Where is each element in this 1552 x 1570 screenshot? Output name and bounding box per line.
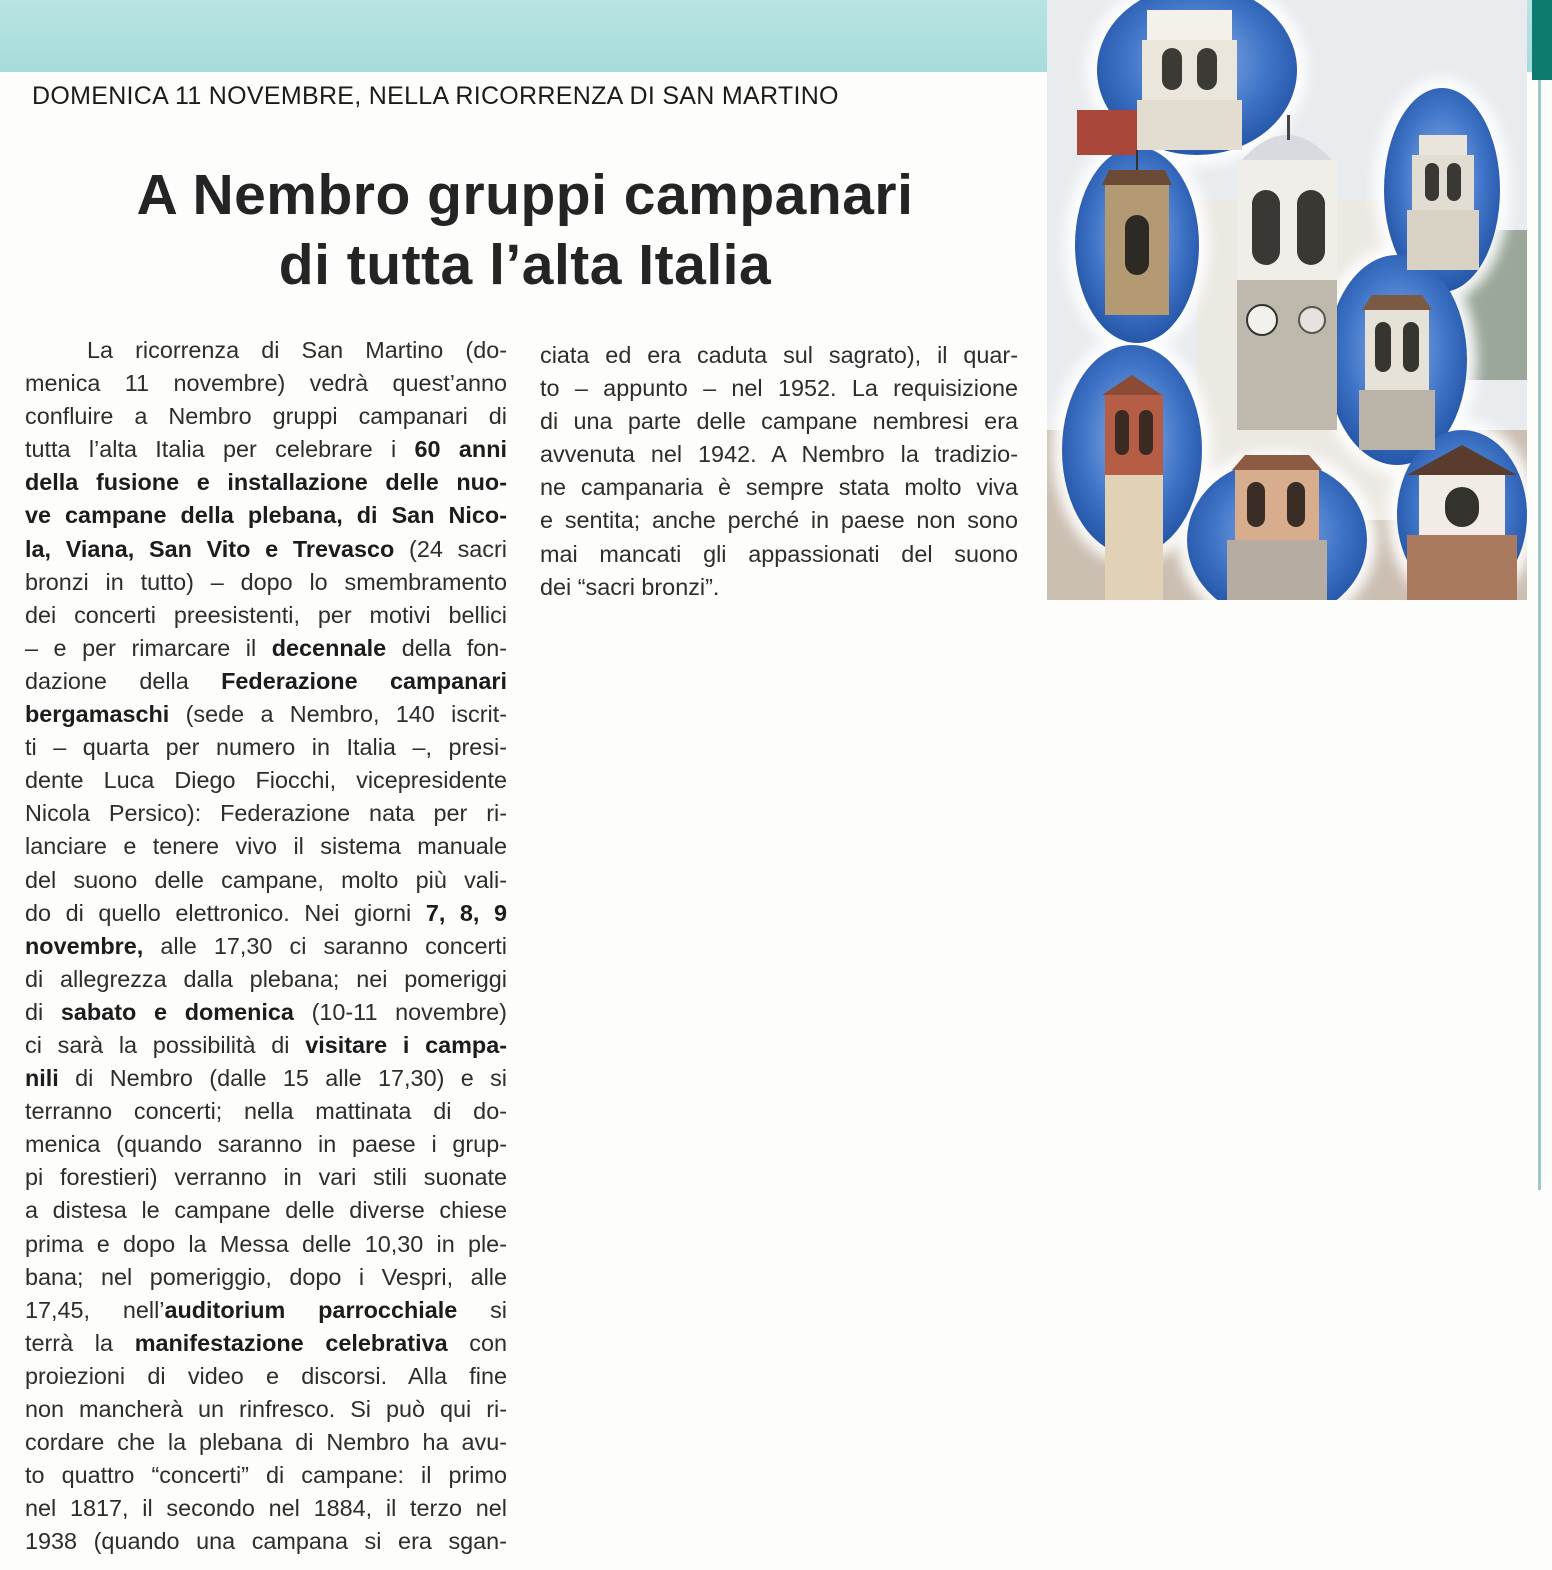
bold-text: auditorium parrocchiale — [164, 1296, 458, 1323]
text-run: nel 1817, il secondo nel 1884, il terzo nel — [25, 1495, 507, 1522]
text-line — [25, 1095, 507, 1128]
text-line — [25, 499, 507, 532]
text-line — [25, 632, 507, 665]
text-run: 17,45, nell’ — [25, 1296, 165, 1323]
text-line — [25, 1459, 507, 1492]
bold-text: sabato e domenica — [60, 998, 294, 1025]
page-edge-strip — [1532, 0, 1552, 1190]
text-run: del suono delle campane, molto più vali- — [25, 866, 507, 893]
text-run: ve campane della plebana, di San Nico- — [25, 502, 507, 529]
bold-text: novembre, — [25, 932, 144, 959]
text-run: non mancherà un rinfresco. Si può qui ri- — [25, 1396, 507, 1422]
text-run: bronzi in tutto) – dopo lo smembramento — [25, 568, 507, 595]
text-run: terranno concerti; nella mattinata di do- — [25, 1098, 507, 1125]
text-run: La ricorrenza di San Martino (do- — [87, 337, 507, 363]
text-line — [25, 1426, 507, 1459]
text-line — [25, 1062, 507, 1095]
text-run: (24 sacri — [394, 535, 507, 562]
bell-towers-collage-icon — [1047, 0, 1527, 600]
text-run: confluire a Nembro gruppi campanari di — [25, 403, 507, 430]
text-line — [25, 1194, 507, 1227]
text-run: terrà la — [25, 1329, 135, 1356]
headline — [60, 160, 990, 300]
text-run: tutta l’alta Italia per celebrare i — [25, 436, 415, 463]
text-run: do di quello elettronico. Nei giorni — [25, 899, 426, 926]
headline-line-2: di tutta l’alta Italia — [278, 233, 772, 297]
text-run: pi forestieri) verranno in vari stili suonate — [25, 1164, 507, 1191]
text-line — [25, 797, 507, 830]
kicker: DOMENICA 11 NOVEMBRE, NELLA RICORRENZA DI SAN MARTINO — [32, 82, 839, 110]
text-run: menica 11 novembre) vedrà quest’anno — [25, 370, 507, 397]
text-line: e sentita; anche perché in paese non sono — [540, 507, 1018, 534]
text-run: dente Luca Diego Fiocchi, vicepresidente — [25, 767, 507, 794]
text-line: di una parte delle campane nembresi era — [540, 408, 1018, 435]
text-run: dei concerti preesistenti, per motivi bellici — [25, 601, 507, 628]
text-run: cordare che la plebana di Nembro ha avu- — [25, 1429, 507, 1456]
text-run: – e per rimarcare il — [25, 634, 272, 661]
text-run: di allegrezza dalla plebana; nei pomeriggi — [25, 965, 507, 992]
text-line — [25, 897, 507, 930]
text-line: ciata ed era caduta sul sagrato), il quar- — [540, 342, 1018, 368]
text-line — [25, 533, 507, 566]
text-run: a distesa le campane delle diverse chiese — [25, 1197, 507, 1224]
text-line — [25, 731, 507, 764]
text-line — [25, 400, 507, 433]
text-run: della fusione e installazione delle nuo- — [25, 469, 507, 496]
text-line — [25, 996, 507, 1029]
text-line — [25, 566, 507, 599]
text-run: ti – quarta per numero in Italia –, presi- — [25, 734, 507, 761]
text-line — [25, 830, 507, 863]
text-line — [25, 698, 507, 731]
text-run: Nicola Persico): Federazione nata per ri- — [25, 800, 507, 827]
text-line — [25, 1128, 507, 1161]
text-run: alle 17,30 ci saranno concerti — [143, 932, 507, 959]
text-line: ne campanaria è sempre stata molto viva — [540, 474, 1018, 501]
text-run: si — [457, 1296, 507, 1323]
text-line: avvenuta nel 1942. A Nembro la tradizio- — [540, 441, 1018, 468]
text-line — [25, 367, 507, 400]
text-line — [25, 1294, 507, 1327]
text-run: lanciare e tenere vivo il sistema manuale — [25, 833, 507, 860]
text-run: bana; nel pomeriggio, dopo i Vespri, alle — [25, 1263, 507, 1290]
bold-text: la, Viana, San Vito e Trevasco — [25, 535, 395, 562]
headline-line-1: A Nembro gruppi campanari — [136, 163, 914, 227]
page-edge-rule — [1538, 80, 1541, 1190]
text-run: dazione della — [25, 667, 222, 694]
text-run: 1938 (quando una campana si era sgan- — [25, 1528, 507, 1555]
page-edge-accent — [1532, 0, 1552, 80]
text-line — [25, 433, 507, 466]
text-line — [25, 963, 507, 996]
bold-text: 60 anni — [414, 436, 507, 463]
text-line — [25, 764, 507, 797]
bold-text: nili — [25, 1065, 59, 1092]
text-line — [25, 1492, 507, 1525]
text-line — [25, 1393, 507, 1426]
text-line — [25, 1360, 507, 1393]
text-run: di Nembro (dalle 15 alle 17,30) e si — [58, 1065, 507, 1092]
bold-text: 7, 8, 9 — [425, 899, 507, 926]
text-run: ci sarà la possibilità di — [25, 1031, 306, 1058]
text-line — [25, 466, 507, 499]
text-line — [25, 1029, 507, 1062]
text-line — [25, 1161, 507, 1194]
text-line — [25, 1525, 507, 1558]
bold-text: decennale — [271, 634, 387, 661]
text-line: mai mancati gli appassionati del suono — [540, 540, 1018, 567]
article-column-1 — [25, 334, 507, 1558]
text-line: dei “sacri bronzi”. — [540, 573, 720, 600]
text-run: con — [447, 1329, 507, 1356]
bold-text: bergamaschi — [25, 701, 170, 728]
text-run: (sede a Nembro, 140 iscrit- — [169, 701, 507, 728]
bell-towers-collage-svg — [1047, 0, 1527, 600]
text-run: prima e dopo la Messa delle 10,30 in ple- — [25, 1230, 507, 1257]
bold-text: manifestazione celebrativa — [134, 1329, 448, 1356]
text-run: della fon- — [386, 634, 507, 661]
text-run: (10-11 novembre) — [293, 998, 507, 1025]
text-line — [25, 864, 507, 897]
text-run: to quattro “concerti” di campane: il primo — [25, 1462, 507, 1489]
bold-text: Federazione campanari — [221, 667, 507, 694]
text-line — [25, 930, 507, 963]
text-run: di — [25, 998, 61, 1025]
text-line — [25, 665, 507, 698]
text-run: menica (quando saranno in paese i grup- — [25, 1131, 507, 1158]
article-column-2 — [540, 339, 1018, 604]
text-line: to – appunto – nel 1952. La requisizione — [540, 375, 1018, 402]
text-run: proiezioni di video e discorsi. Alla fine — [25, 1362, 507, 1389]
text-line — [25, 599, 507, 632]
text-line — [25, 334, 507, 367]
text-line — [25, 1261, 507, 1294]
text-line — [25, 1228, 507, 1261]
bold-text: visitare i campa- — [305, 1031, 507, 1058]
text-line — [25, 1327, 507, 1360]
